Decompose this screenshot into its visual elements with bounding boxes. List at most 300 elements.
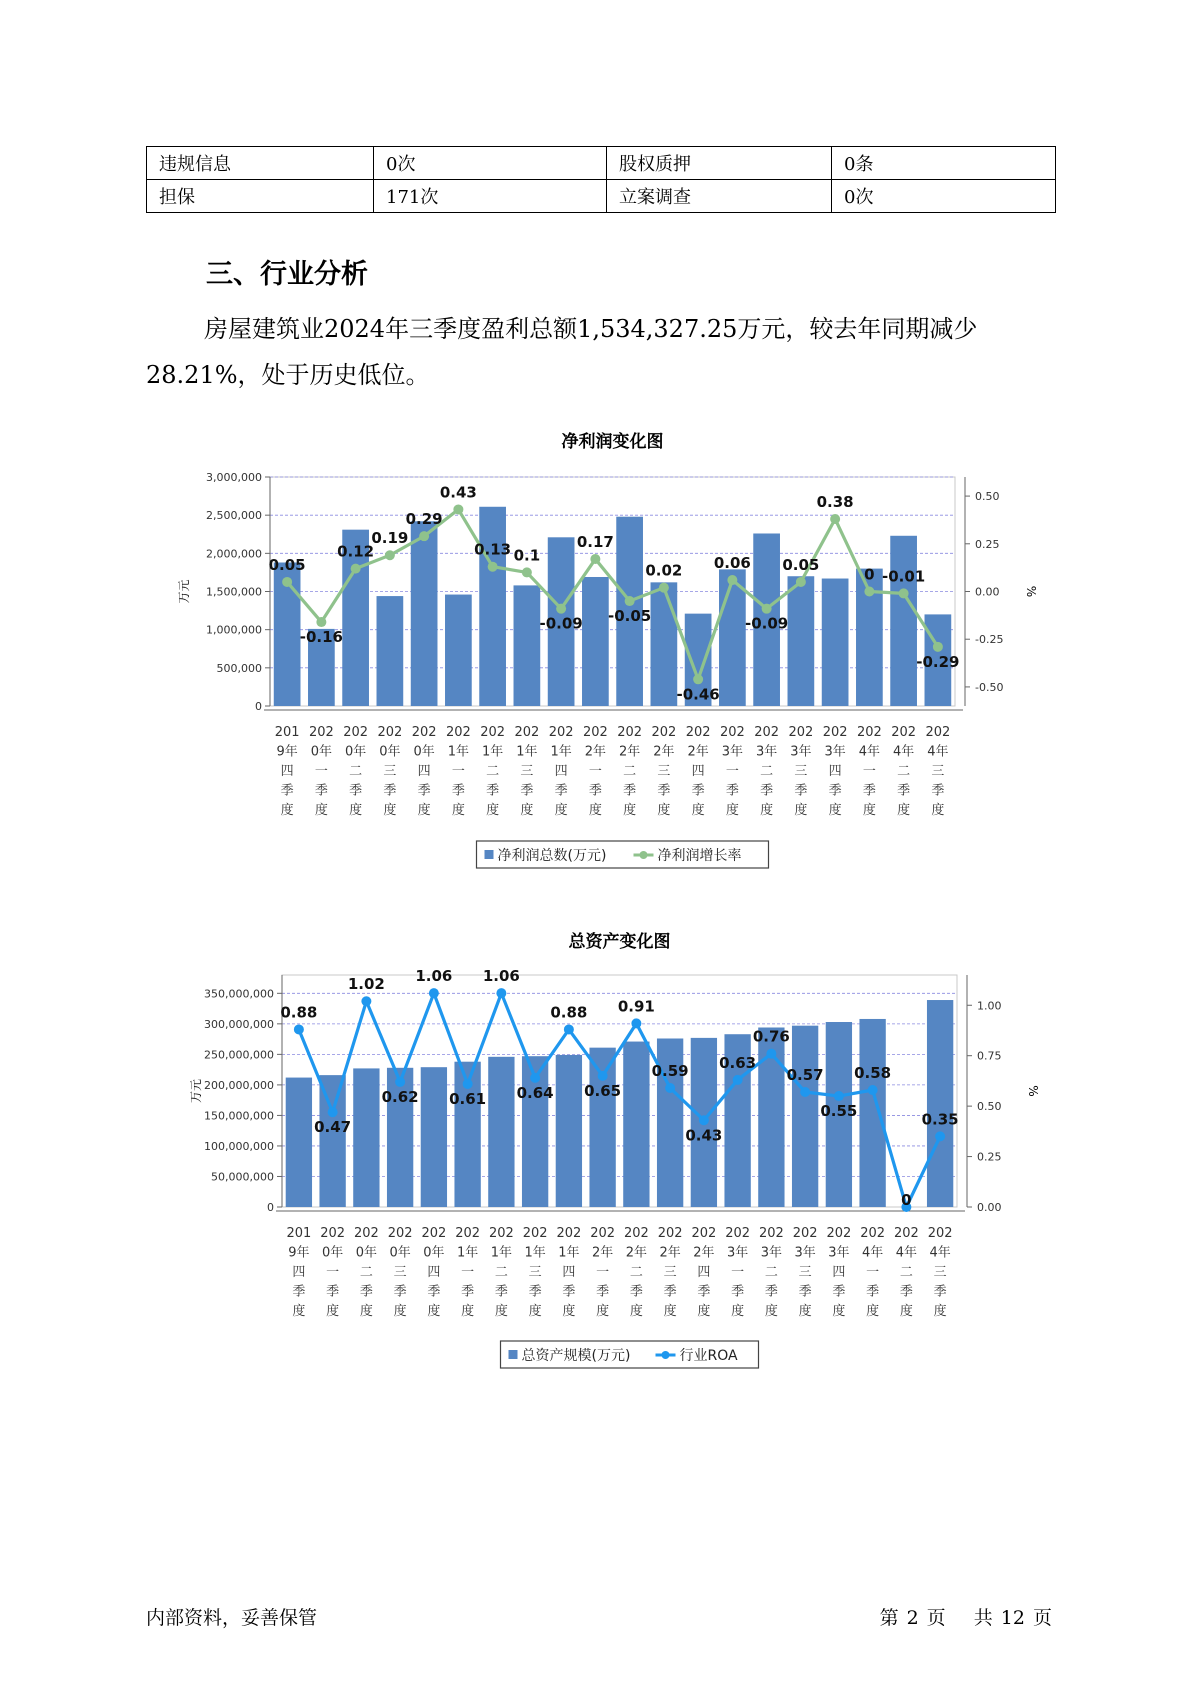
x-tick-label: 202 (927, 1226, 953, 1241)
x-tick-label: 季 (427, 1284, 441, 1300)
x-tick-label: 四 (697, 1265, 711, 1280)
x-tick-label: 度 (697, 1304, 711, 1319)
x-tick-label: 二 (494, 1265, 508, 1280)
x-tick-label: 度 (794, 803, 808, 818)
line-point (385, 550, 395, 560)
x-tick-label: 度 (528, 1304, 542, 1319)
data-label: 0.64 (516, 1083, 554, 1102)
x-tick-label: 季 (494, 1284, 508, 1300)
line-point (796, 577, 806, 587)
x-tick-label: 季 (899, 1284, 913, 1300)
x-tick-label: 1年 (558, 1245, 580, 1261)
y-tick-label: 0 (255, 700, 262, 713)
table-cell: 171次 (374, 180, 607, 213)
legend-bar-label: 总资产规模(万元) (521, 1348, 631, 1364)
x-tick-label: 度 (359, 1304, 373, 1319)
bar (788, 576, 815, 706)
y-tick-label: 300,000,000 (204, 1017, 274, 1031)
data-label: 0.58 (854, 1063, 892, 1082)
x-tick-label: 202 (556, 1226, 582, 1241)
line-point (899, 588, 909, 598)
line-point (766, 1049, 776, 1059)
legend-bar-label: 净利润总数(万元) (497, 848, 607, 864)
x-tick-label: 二 (349, 764, 363, 779)
x-tick-label: 二 (764, 1265, 778, 1280)
data-label: 1.06 (415, 967, 453, 986)
x-tick-label: 四 (832, 1265, 846, 1280)
x-tick-label: 202 (582, 725, 608, 740)
x-tick-label: 202 (893, 1226, 919, 1241)
y-axis-title: 万元 (189, 1078, 203, 1104)
line-point (463, 1079, 473, 1089)
x-tick-label: 季 (691, 783, 705, 799)
x-tick-label: 一 (451, 764, 465, 779)
line-point (351, 564, 361, 574)
y-tick-label: 250,000,000 (204, 1048, 274, 1062)
y2-axis-title: % (1026, 1085, 1040, 1097)
x-tick-label: 二 (760, 764, 774, 779)
x-tick-label: 度 (326, 1304, 340, 1319)
x-tick-label: 4年 (892, 744, 915, 760)
x-tick-label: 1年 (516, 744, 538, 760)
analysis-paragraph: 房屋建筑业2024年三季度盈利总额1,534,327.25万元，较去年同期减少28.21%，处于历史低位。 (146, 315, 978, 389)
x-tick-label: 3年 (824, 744, 846, 760)
x-tick-label: 季 (794, 783, 808, 799)
x-tick-label: 度 (383, 803, 397, 818)
x-tick-label: 2年 (653, 744, 675, 760)
x-tick-label: 0年 (389, 1245, 411, 1261)
page-number: 2 (906, 1607, 919, 1629)
y2-tick-label: 1.00 (977, 999, 1002, 1013)
data-label: 0.47 (314, 1118, 352, 1137)
x-tick-label: 2年 (687, 744, 709, 760)
x-tick-label: 度 (562, 1304, 576, 1319)
x-tick-label: 季 (349, 783, 363, 799)
data-label: -0.16 (299, 628, 343, 647)
info-table (146, 146, 1056, 213)
x-tick-label: 度 (280, 803, 294, 818)
data-label: -0.09 (539, 614, 583, 633)
x-tick-label: 一 (461, 1265, 475, 1280)
x-tick-label: 季 (359, 1284, 373, 1300)
x-tick-label: 二 (899, 1265, 913, 1280)
x-tick-label: 三 (931, 764, 945, 779)
line-point (488, 562, 498, 572)
x-tick-label: 3年 (760, 1245, 783, 1261)
data-label: 0.88 (280, 1003, 318, 1022)
x-tick-label: 0年 (413, 744, 435, 760)
line-point (727, 575, 737, 585)
x-tick-label: 季 (528, 1284, 542, 1300)
y-tick-label: 500,000 (216, 661, 262, 675)
x-tick-label: 202 (377, 725, 403, 740)
x-tick-label: 度 (461, 1304, 475, 1319)
x-tick-label: 一 (725, 764, 739, 779)
bar (286, 1078, 312, 1207)
x-tick-label: 度 (691, 803, 705, 818)
x-tick-label: 202 (758, 1226, 784, 1241)
line-point (625, 596, 635, 606)
total-pages: 12 (1000, 1607, 1025, 1629)
y-tick-label: 1,000,000 (206, 623, 262, 637)
x-tick-label: 3年 (755, 744, 778, 760)
x-tick-label: 季 (697, 1284, 711, 1300)
data-label: 0.91 (617, 997, 655, 1016)
x-tick-label: 202 (651, 725, 677, 740)
data-label: 0.62 (381, 1087, 419, 1106)
x-tick-label: 四 (554, 764, 568, 779)
legend-bar-swatch (509, 1350, 518, 1359)
x-tick-label: 202 (891, 725, 917, 740)
table-cell: 股权质押 (607, 147, 832, 180)
x-tick-label: 季 (663, 1284, 677, 1300)
bar (890, 536, 917, 706)
x-tick-label: 0年 (310, 744, 333, 760)
x-tick-label: 202 (725, 1226, 751, 1241)
x-tick-label: 四 (828, 764, 842, 779)
x-tick-label: 9年 (288, 1245, 310, 1261)
data-label: 0.17 (576, 533, 614, 552)
x-tick-label: 季 (897, 783, 911, 799)
x-tick-label: 9年 (276, 744, 298, 760)
line-point (453, 504, 463, 514)
x-tick-label: 三 (520, 764, 534, 779)
data-label: 0.76 (752, 1027, 790, 1046)
data-label: -0.09 (745, 614, 789, 633)
data-label: -0.05 (608, 607, 652, 626)
x-tick-label: 202 (826, 1226, 852, 1241)
x-tick-label: 度 (629, 1304, 643, 1319)
x-tick-label: 202 (792, 1226, 818, 1241)
x-tick-label: 三 (794, 764, 808, 779)
y-tick-label: 2,000,000 (206, 547, 262, 561)
data-label: 0.05 (782, 555, 820, 574)
x-tick-label: 度 (931, 803, 945, 818)
x-tick-label: 度 (663, 1304, 677, 1319)
line-point (282, 577, 292, 587)
x-tick-label: 201 (286, 1226, 312, 1241)
data-label: 0.05 (268, 555, 306, 574)
data-label: 0.55 (820, 1102, 858, 1121)
y-tick-label: 1,500,000 (206, 585, 262, 599)
line-point (294, 1024, 304, 1034)
x-tick-label: 度 (451, 803, 465, 818)
x-tick-label: 季 (657, 783, 671, 799)
line-point (693, 674, 703, 684)
total-assets-chart-svg (0, 925, 1191, 1385)
x-tick-label: 二 (486, 764, 500, 779)
y2-tick-label: -0.50 (975, 680, 1004, 694)
page-unit: 页 (926, 1607, 946, 1629)
data-label: 1.02 (347, 975, 385, 994)
line-point (699, 1115, 709, 1125)
x-tick-label: 二 (897, 764, 911, 779)
x-tick-label: 季 (554, 783, 568, 799)
x-tick-label: 一 (326, 1265, 340, 1280)
x-tick-label: 1年 (456, 1245, 479, 1261)
data-label: 0.61 (449, 1089, 487, 1108)
data-label: 0.29 (405, 510, 443, 529)
y2-tick-label: 0.00 (977, 1201, 1002, 1214)
x-tick-label: 三 (383, 764, 397, 779)
x-tick-label: 季 (798, 1284, 812, 1300)
table-cell: 0条 (832, 147, 1056, 180)
y2-tick-label: 0.00 (975, 585, 1000, 599)
x-tick-label: 季 (862, 783, 876, 799)
legend-line-label: 行业ROA (679, 1348, 738, 1364)
data-label: 0.57 (786, 1066, 824, 1085)
x-tick-label: 度 (554, 803, 568, 818)
x-tick-label: 度 (623, 803, 637, 818)
line-point (419, 531, 429, 541)
x-tick-label: 202 (754, 725, 780, 740)
y-tick-label: 200,000,000 (204, 1078, 274, 1092)
bar (927, 1000, 953, 1207)
line-point (834, 1091, 844, 1101)
x-tick-label: 度 (314, 803, 328, 818)
x-tick-label: 202 (445, 725, 471, 740)
x-tick-label: 1年 (490, 1245, 513, 1261)
x-tick-label: 2年 (591, 1245, 614, 1261)
x-tick-label: 度 (828, 803, 842, 818)
x-tick-label: 季 (326, 1284, 340, 1300)
data-label: 0.63 (719, 1053, 757, 1072)
x-tick-label: 度 (899, 1304, 913, 1319)
x-tick-label: 1年 (481, 744, 504, 760)
x-tick-label: 0年 (355, 1245, 378, 1261)
x-tick-label: 2年 (693, 1245, 715, 1261)
x-tick-label: 202 (353, 1226, 379, 1241)
x-tick-label: 1年 (524, 1245, 546, 1261)
bar (651, 582, 678, 706)
x-tick-label: 一 (866, 1265, 880, 1280)
x-tick-label: 度 (832, 1304, 846, 1319)
x-tick-label: 202 (480, 725, 506, 740)
y2-tick-label: -0.25 (975, 633, 1004, 647)
x-tick-label: 季 (623, 783, 637, 799)
data-label: 0 (901, 1191, 912, 1209)
x-tick-label: 季 (451, 783, 465, 799)
x-tick-label: 四 (280, 764, 294, 779)
section-title: 三、行业分析 (206, 259, 368, 290)
x-tick-label: 三 (393, 1265, 407, 1280)
x-tick-label: 四 (292, 1265, 306, 1280)
x-tick-label: 4年 (861, 1245, 884, 1261)
x-tick-label: 季 (828, 783, 842, 799)
bar (377, 596, 404, 706)
data-label: 1.06 (482, 967, 520, 986)
data-label: 0.43 (439, 483, 477, 502)
y-tick-label: 350,000,000 (204, 987, 274, 1001)
total-unit: 页 (1032, 1607, 1052, 1629)
y2-tick-label: 0.75 (977, 1049, 1002, 1063)
x-tick-label: 度 (862, 803, 876, 818)
x-tick-label: 季 (588, 783, 602, 799)
x-tick-label: 2年 (625, 1245, 648, 1261)
x-tick-label: 季 (520, 783, 534, 799)
x-tick-label: 度 (486, 803, 500, 818)
bar (623, 1042, 649, 1207)
x-tick-label: 季 (314, 783, 328, 799)
net-profit-chart-svg (0, 425, 1191, 885)
data-label: -0.29 (916, 652, 960, 671)
data-label: 0.43 (685, 1126, 723, 1145)
data-label: 0.06 (713, 554, 751, 573)
x-tick-label: 2年 (618, 744, 641, 760)
line-point (762, 604, 772, 614)
y2-tick-label: 0.50 (975, 490, 1000, 504)
bar (353, 1068, 379, 1207)
x-tick-label: 202 (488, 1226, 514, 1241)
line-point (590, 554, 600, 564)
x-tick-label: 度 (798, 1304, 812, 1319)
x-tick-label: 4年 (929, 1245, 951, 1261)
y-tick-label: 50,000,000 (211, 1170, 274, 1184)
legend-line-marker (640, 851, 648, 859)
y2-axis-title: % (1024, 585, 1038, 598)
data-label: 0.1 (513, 546, 541, 565)
y-axis-title: 万元 (177, 579, 191, 604)
x-tick-label: 三 (798, 1265, 812, 1280)
x-tick-label: 202 (788, 725, 814, 740)
line-point (429, 988, 439, 998)
x-tick-label: 季 (461, 1284, 475, 1300)
x-tick-label: 202 (856, 725, 882, 740)
x-tick-label: 202 (514, 725, 540, 740)
net-profit-chart (0, 425, 1191, 885)
x-tick-label: 度 (596, 1304, 610, 1319)
x-tick-label: 四 (691, 764, 705, 779)
line-point (530, 1073, 540, 1083)
x-tick-label: 季 (764, 1284, 778, 1300)
bar (319, 1075, 345, 1207)
y-tick-label: 2,500,000 (206, 509, 262, 523)
data-label: 0.02 (645, 561, 683, 580)
line-point (395, 1077, 405, 1087)
y2-tick-label: 0.25 (977, 1150, 1002, 1164)
x-tick-label: 度 (393, 1304, 407, 1319)
footer-confidential: 内部资料，妥善保管 (146, 1607, 318, 1629)
x-tick-label: 季 (486, 783, 500, 799)
line-point (361, 996, 371, 1006)
bar (445, 595, 472, 706)
x-tick-label: 四 (417, 764, 431, 779)
x-tick-label: 0年 (379, 744, 401, 760)
x-tick-label: 3年 (794, 1245, 816, 1261)
bar (792, 1026, 818, 1207)
page-prefix: 第 (879, 1607, 899, 1629)
chart-title: 净利润变化图 (561, 432, 664, 452)
line-point (522, 567, 532, 577)
line-point (564, 1024, 574, 1034)
x-tick-label: 三 (528, 1265, 542, 1280)
x-tick-label: 四 (427, 1265, 441, 1280)
x-tick-label: 度 (349, 803, 363, 818)
y2-tick-label: 0.25 (975, 537, 1000, 551)
data-label: 0.88 (550, 1003, 588, 1022)
x-tick-label: 202 (691, 1226, 717, 1241)
x-tick-label: 度 (764, 1304, 778, 1319)
x-tick-label: 202 (343, 725, 369, 740)
x-tick-label: 季 (393, 1284, 407, 1300)
x-tick-label: 度 (520, 803, 534, 818)
x-tick-label: 三 (663, 1265, 677, 1280)
line-point (556, 604, 566, 614)
table-row (147, 147, 1056, 180)
x-tick-label: 202 (657, 1226, 683, 1241)
x-tick-label: 一 (596, 1265, 610, 1280)
bar (479, 507, 506, 706)
x-tick-label: 202 (411, 725, 437, 740)
total-assets-chart (0, 925, 1191, 1385)
x-tick-label: 度 (494, 1304, 508, 1319)
x-tick-label: 度 (588, 803, 602, 818)
x-tick-label: 季 (866, 1284, 880, 1300)
data-label: -0.01 (882, 567, 926, 586)
table-row (147, 180, 1056, 213)
x-tick-label: 1年 (447, 744, 470, 760)
x-tick-label: 季 (760, 783, 774, 799)
bar (514, 585, 541, 706)
x-tick-label: 1年 (550, 744, 572, 760)
x-tick-label: 202 (387, 1226, 413, 1241)
data-label: 0.38 (816, 492, 854, 511)
line-point (733, 1075, 743, 1085)
table-cell: 违规信息 (147, 147, 374, 180)
x-tick-label: 一 (731, 1265, 745, 1280)
legend-line-label: 净利润增长率 (657, 848, 742, 864)
x-tick-label: 季 (731, 1284, 745, 1300)
x-tick-label: 季 (292, 1284, 306, 1300)
x-tick-label: 三 (933, 1265, 947, 1280)
y-tick-label: 0 (267, 1201, 274, 1214)
x-tick-label: 4年 (895, 1245, 918, 1261)
x-tick-label: 二 (623, 764, 637, 779)
x-tick-label: 202 (320, 1226, 346, 1241)
y-tick-label: 3,000,000 (206, 471, 262, 484)
line-point (800, 1087, 810, 1097)
x-tick-label: 二 (629, 1265, 643, 1280)
table-cell: 0次 (832, 180, 1056, 213)
x-tick-label: 四 (562, 1265, 576, 1280)
x-tick-label: 3年 (726, 1245, 749, 1261)
x-tick-label: 3年 (721, 744, 744, 760)
x-tick-label: 一 (588, 764, 602, 779)
x-tick-label: 度 (760, 803, 774, 818)
data-label: 0.59 (651, 1061, 689, 1080)
total-prefix: 共 (973, 1607, 993, 1629)
x-tick-label: 202 (719, 725, 745, 740)
x-tick-label: 202 (522, 1226, 548, 1241)
data-label: 0.65 (584, 1081, 622, 1100)
line-point (496, 988, 506, 998)
x-tick-label: 季 (596, 1284, 610, 1300)
x-tick-label: 202 (925, 725, 951, 740)
x-tick-label: 202 (685, 725, 711, 740)
table-cell: 担保 (147, 180, 374, 213)
x-tick-label: 季 (417, 783, 431, 799)
x-tick-label: 季 (931, 783, 945, 799)
x-tick-label: 202 (860, 1226, 886, 1241)
table-cell: 立案调查 (607, 180, 832, 213)
x-tick-label: 度 (897, 803, 911, 818)
x-tick-label: 3年 (828, 1245, 850, 1261)
x-tick-label: 2年 (584, 744, 607, 760)
x-tick-label: 0年 (321, 1245, 344, 1261)
table-cell: 0次 (374, 147, 607, 180)
x-tick-label: 4年 (927, 744, 949, 760)
x-tick-label: 202 (548, 725, 574, 740)
